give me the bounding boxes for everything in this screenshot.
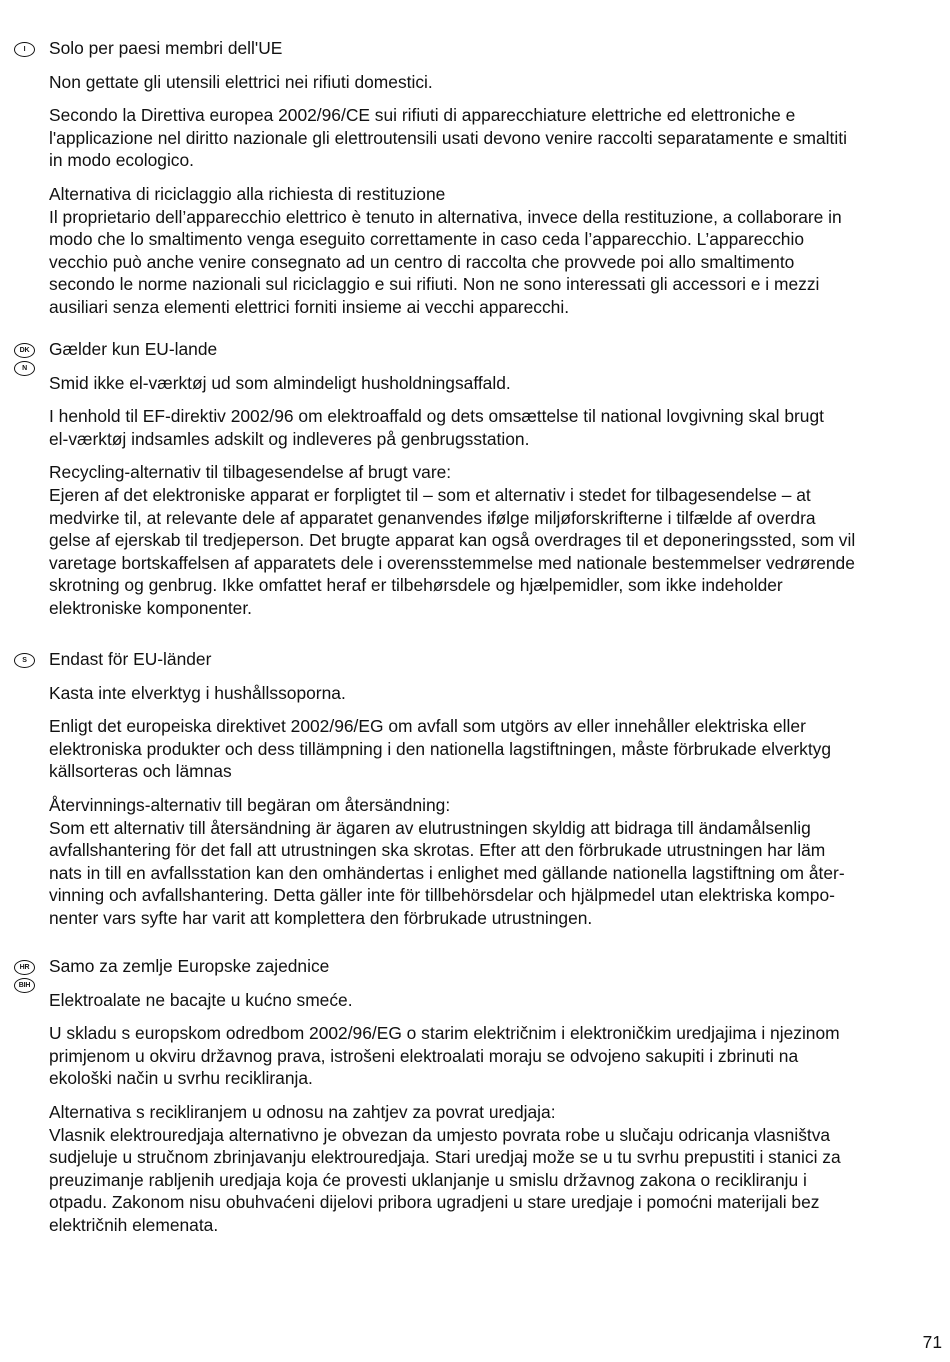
section-directive-paragraph: Secondo la Direttiva europea 2002/96/CE sui rifiuti di apparecchiature elettriche ed elettroniche e l'applicazione nel diritto nazionale gli elettroutensili usati devono venire raccolti separatamente e smaltiti in modo ecologico. xyxy=(49,105,847,171)
section-directive-paragraph: Enligt det europeiska direktivet 2002/96/EG om avfall som utgörs av eller innehåller elektriska eller elektroniska produkter och dess tillämpning i den nationella lagstiftningen, måste förbrukade elverktyg källsorteras och lämnas xyxy=(49,716,832,782)
section-warning: Elektroalate ne bacajte u kućno smeće. xyxy=(49,989,353,1010)
section-heading: Endast för EU-länder xyxy=(49,649,212,669)
language-badges xyxy=(14,960,36,996)
section-warning: Smid ikke el-værktøj ud som almindeligt husholdningsaffald. xyxy=(49,372,511,393)
section-content xyxy=(49,955,939,1248)
language-badge-icon: BIH xyxy=(14,978,35,993)
language-badge-icon: DK xyxy=(14,343,35,358)
section-heading: Gælder kun EU-lande xyxy=(49,339,218,359)
language-badge-icon: N xyxy=(14,361,35,376)
section-recycling-paragraph: Alternativa di riciclaggio alla richiesta di restituzione Il proprietario dell’apparecchio elettrico è tenuto in alternativa, invece della restituzione, a collaborare in modo che lo smaltimento venga eseguito correttamente in caso ceda l’apparecchio. L’apparecchio vecchio può anche venire consegnato ad un centro di raccolta che provvede poi allo smaltimento secondo le norme nazionali sul riciclaggio e sui rifiuti. Non ne sono interessati gli accessori e i mezzi ausiliari senza elementi elettrici forniti insieme ai vecchi apparecchi. xyxy=(49,183,842,317)
section-content xyxy=(49,338,939,631)
language-badge-icon: I xyxy=(14,42,35,57)
language-badges xyxy=(14,343,36,379)
language-badges xyxy=(14,42,36,60)
section-heading: Samo za zemlje Europske zajednice xyxy=(49,956,330,976)
section-content xyxy=(49,37,939,330)
section-directive-paragraph: I henhold til EF-direktiv 2002/96 om elektroaffald og dets omsættelse til national lovgivning skal brugt el-værktøj indsamles adskilt og indleveres på genbrugsstation. xyxy=(49,406,824,449)
section-recycling-paragraph: Recycling-alternativ til tilbagesendelse af brugt vare: Ejeren af det elektroniske apparat er forpligtet til – som et alternativ i stedet for tilbagesendelse – at medvirke til, at relevante dele af apparatet genanvendes ifølge miljøforskrifterne i tilfælde af overdra gelse af ejerskab til tredjeperson. Det brugte apparat kan også overdrages til et deponeringssted, som vil varetage bortskaffelsen af apparatets dele i overensstemmelse med nationale bestemmelser vedrørende skrotning og genbrug. Ikke omfattet heraf er tilbehørsdele og hjælpemidler, som ikke indeholder elektroniske komponenter. xyxy=(49,462,856,618)
section-recycling-paragraph: Alternativa s recikliranjem u odnosu na zahtjev za povrat uredjaja: Vlasnik elektrouredjaja alternativno je obvezan da umjesto povrata robe u slučaju odricanja vlasništva sudjeluje u stručnom zbrinjavanju elektrouredjaja. Stari uredjaj može se u tu svrhu prepustiti i stanici za preuzimanje rabljenih uredjaja koja će provesti uklanjanje u smislu državnog zakona o recikliranju i otpadu. Zakonom nisu obuhvaćeni dijelovi pribora ugradjeni u stare uredjaje i pomoćni materijali bez električnih elemenata. xyxy=(49,1101,841,1235)
language-badge-icon: HR xyxy=(14,960,35,975)
language-badge-icon: S xyxy=(14,653,35,668)
page-number: 71 xyxy=(922,1332,942,1352)
section-warning: Non gettate gli utensili elettrici nei rifiuti domestici. xyxy=(49,71,433,92)
section-warning: Kasta inte elverktyg i hushållssoporna. xyxy=(49,682,346,703)
language-badges xyxy=(14,653,36,671)
section-content xyxy=(49,648,939,941)
section-recycling-paragraph: Återvinnings-alternativ till begäran om återsändning: Som ett alternativ till återsändning är ägaren av elutrustningen skyldig att bidraga till ändamålsenlig avfallshantering för det fall att utrustningen ska skrotas. Efter att den förbrukade utrustningen har läm nats in till en avfallsstation kan den omhändertas i enlighet med gällande nationella lagstiftning om åter- vinning och avfallshantering. Detta gäller inte för tillbehörsdelar och hjälpmedel utan elektriska kompo- nenter vars syfte har varit att komplettera den förbrukade utrustningen. xyxy=(49,794,845,928)
section-directive-paragraph: U skladu s europskom odredbom 2002/96/EG o starim električnim i elektroničkim uredjajima i njezinom primjenom u okviru državnog prava, istrošeni elektroalati moraju se odvojeno sakupiti i zbrinuti na ekološki način u svrhu recikliranja. xyxy=(49,1023,840,1089)
section-heading: Solo per paesi membri dell'UE xyxy=(49,38,283,58)
